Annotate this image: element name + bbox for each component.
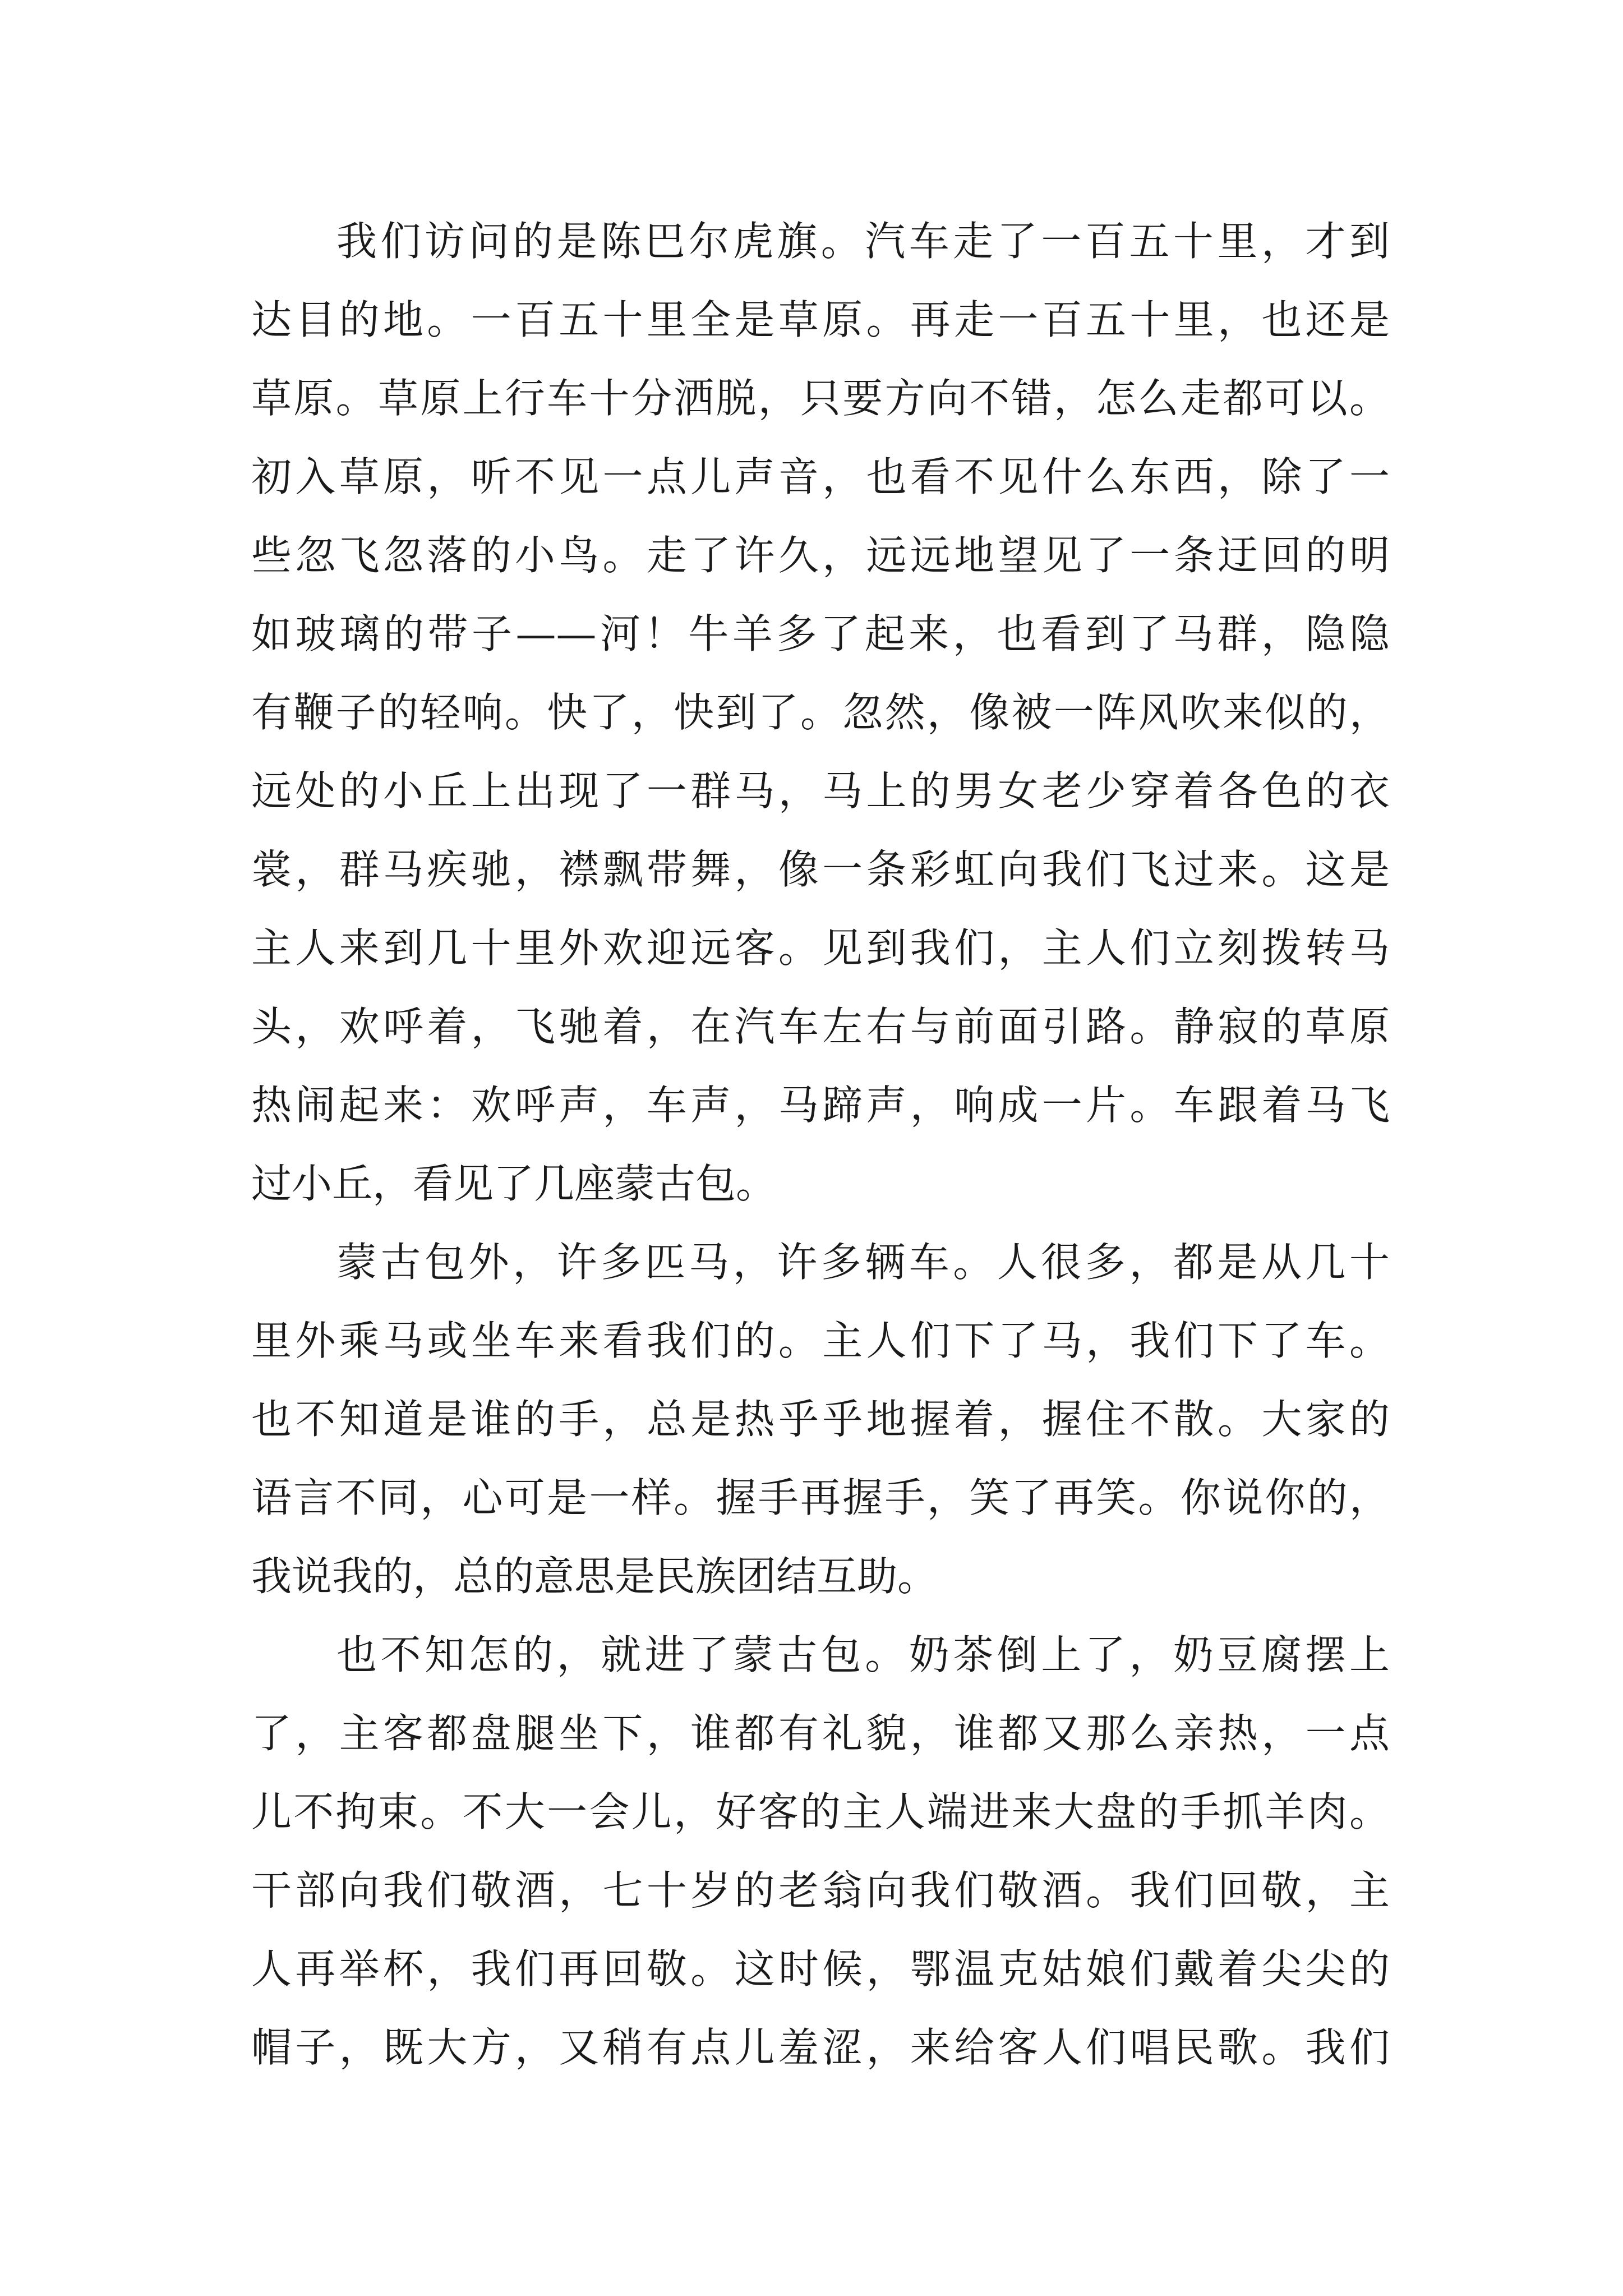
text-line: 些忽飞忽落的小鸟。走了许久，远远地望见了一条迂回的明 — [251, 532, 1390, 579]
text-line: 人再举杯，我们再回敬。这时候，鄂温克姑娘们戴着尖尖的 — [251, 1945, 1390, 1993]
text-line: 初入草原，听不见一点儿声音，也看不见什么东西，除了一 — [251, 453, 1390, 500]
text-line: 语言不同，心可是一样。握手再握手，笑了再笑。你说你的， — [251, 1474, 1390, 1521]
text-line: 我说我的，总的意思是民族团结互助。 — [251, 1553, 938, 1600]
text-line: 蒙古包外，许多匹马，许多辆车。人很多，都是从几十 — [336, 1239, 1390, 1286]
text-line: 远处的小丘上出现了一群马，马上的男女老少穿着各色的衣 — [251, 767, 1390, 815]
text-line: 我们访问的是陈巴尔虎旗。汽车走了一百五十里，才到 — [336, 218, 1390, 265]
paragraph-1 — [251, 202, 1390, 1223]
text-line: 裳，群马疾驰，襟飘带舞，像一条彩虹向我们飞过来。这是 — [251, 846, 1390, 893]
text-line: 过小丘，看见了几座蒙古包。 — [251, 1160, 777, 1207]
text-line: 热闹起来：欢呼声，车声，马蹄声，响成一片。车跟着马飞 — [251, 1082, 1390, 1129]
text-line: 有鞭子的轻响。快了，快到了。忽然，像被一阵风吹来似的， — [251, 689, 1390, 736]
text-line: 了，主客都盘腿坐下，谁都有礼貌，谁都又那么亲热，一点 — [251, 1710, 1390, 1757]
text-line: 里外乘马或坐车来看我们的。主人们下了马，我们下了车。 — [251, 1317, 1390, 1364]
text-line: 干部向我们敬酒，七十岁的老翁向我们敬酒。我们回敬，主 — [251, 1867, 1390, 1914]
text-line: 帽子，既大方，又稍有点儿羞涩，来给客人们唱民歌。我们 — [251, 2024, 1390, 2071]
document-body — [251, 202, 1390, 2087]
text-line: 也不知道是谁的手，总是热乎乎地握着，握住不散。大家的 — [251, 1396, 1390, 1443]
text-line: 头，欢呼着，飞驰着，在汽车左右与前面引路。静寂的草原 — [251, 1003, 1390, 1050]
paragraph-3 — [251, 1616, 1390, 2087]
text-line: 也不知怎的，就进了蒙古包。奶茶倒上了，奶豆腐摆上 — [336, 1631, 1390, 1678]
text-line: 儿不拘束。不大一会儿，好客的主人端进来大盘的手抓羊肉。 — [251, 1788, 1390, 1835]
text-line: 主人来到几十里外欢迎远客。见到我们，主人们立刻拨转马 — [251, 924, 1390, 972]
paragraph-2 — [251, 1223, 1390, 1616]
text-line: 如玻璃的带子——河！牛羊多了起来，也看到了马群，隐隐 — [251, 610, 1390, 657]
text-line: 达目的地。一百五十里全是草原。再走一百五十里，也还是 — [251, 296, 1390, 343]
text-line: 草原。草原上行车十分洒脱，只要方向不错，怎么走都可以。 — [251, 375, 1390, 422]
